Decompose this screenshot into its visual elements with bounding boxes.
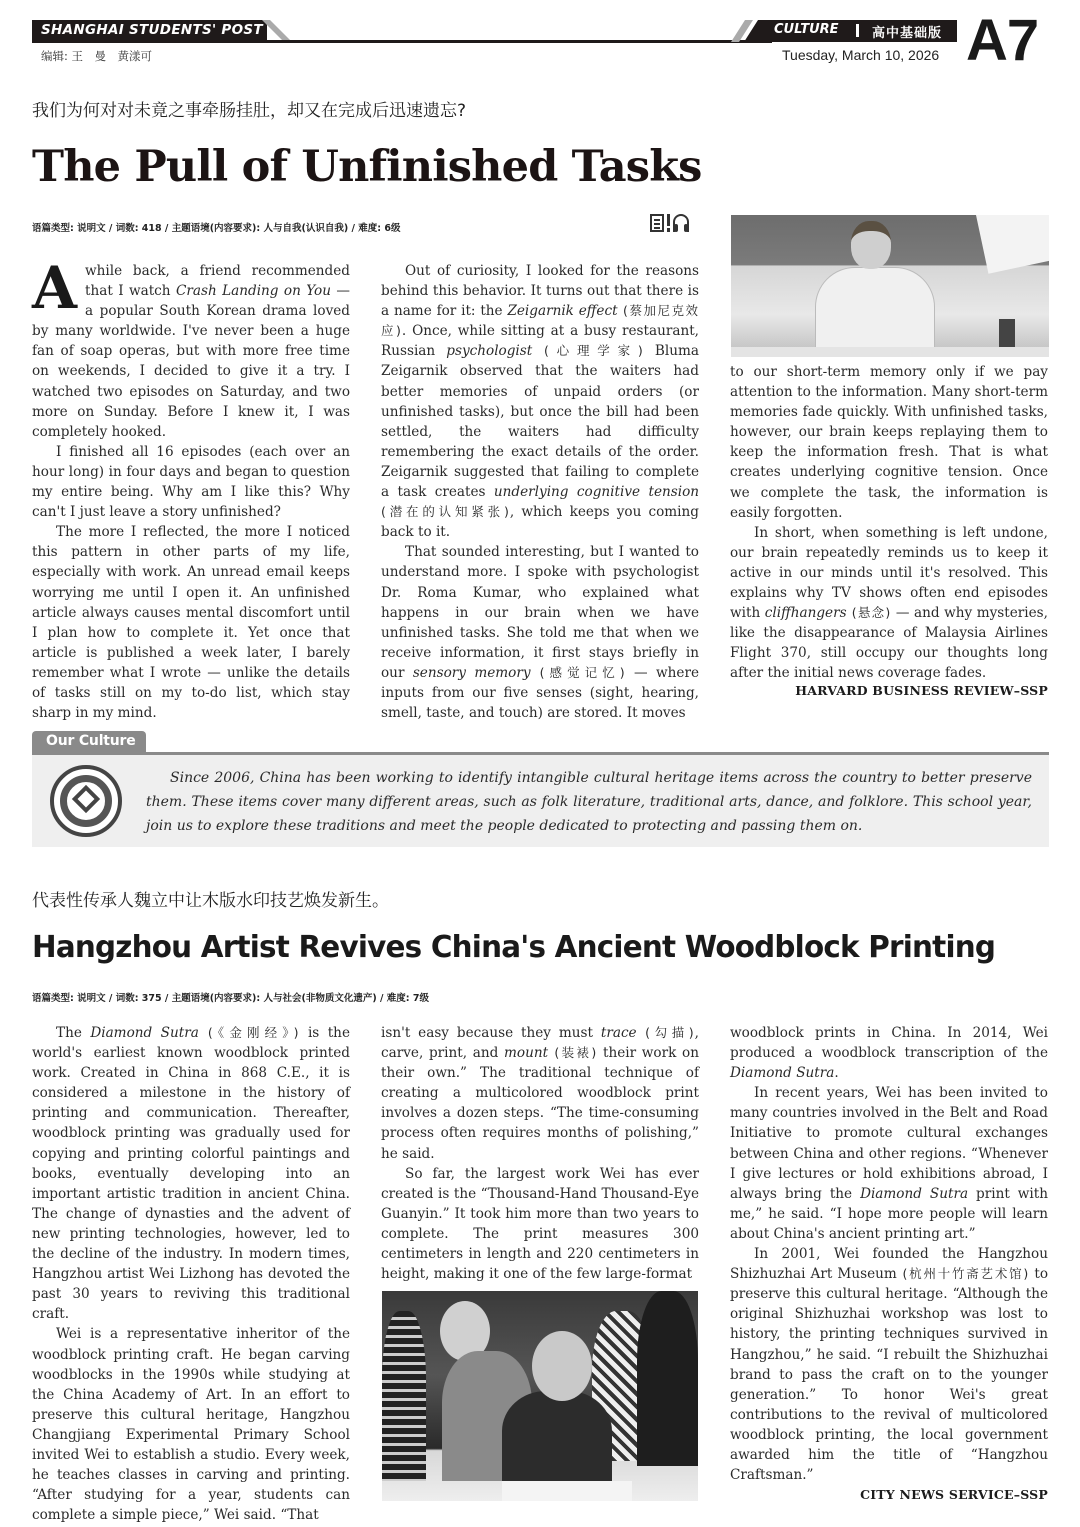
article2-paragraph: In recent years, Wei has been invited to many countries involved in the Belt and Road Initiative to promote cultural exchanges between China and other regions. “Whenever I give lectures or hold exhibitions abroad, I always bring the Diamond Sutra print with me,” he said. “I hope more people will learn about China's ancient printing art.” [730,1085,1048,1242]
article2-paragraph: Wei is a representative inheritor of the woodblock printing craft. He began carving woodblocks in the 1990s while studying at the China Academy of Art. In an effort to preserve this cultural heritage, Hangzhou Changjiang Experimental Primary School invited Wei to establish a studio. Every week, he teaches classes in carving and printing. “After studying for a year, students can complete a simple piece,” Wei said. “That [32,1326,350,1524]
photo-figure-head [851,221,891,269]
article2-paragraph: So far, the largest work Wei has ever created is the “Thousand-Hand Thousand-Eye Guanyin.” It took him more than two years to complete. The print measures 300 centimeters in length and 220 centimeters in height, making it one of the few large-format [381,1165,699,1283]
article1-paragraph: In short, when something is left undone, our brain repeatedly reminds us to keep it active in our minds until it's resolved. This explains why TV shows often end episodes with cliffhangers (悬念) — and why mysteries, like the disappearance of Malaysia Airlines Flight 370, still occupy our thoughts long after the initial news coverage fades. [730,524,1048,682]
article1-paragraph: A while back, a friend recommended that I watch Crash Landing on You — a popular South Korean drama loved by many worldwide. I've never been a huge fan of soap operas, but with more free time on weekends, I decided to give it a try. I watched two episodes on Saturday, and two more on Sunday. Before I knew it, I was completely hooked. [32,254,350,440]
drop-cap: A [32,254,78,322]
glossary-term: Zeigarnik effect [507,303,618,320]
section-separator [856,24,859,37]
article1-title: The Pull of Unfinished Tasks [32,142,702,192]
article2-column-3 [730,1023,1048,1485]
article2-paragraph: In 2001, Wei founded the Hangzhou Shizhuzhai Art Museum (杭州十竹斋艺术馆) to preserve this cultural heritage. “Although the original Shizhuzhai workshop was lost to history, the printing techniques survived in Hangzhou,” he said. “I rebuilt the Shizhuzhai brand to pass the craft on to the younger generation.” To honor Wei's great contributions to the revival of multicolored woodblock printing, the local government awarded him the title of “Hangzhou Craftsman.” [730,1246,1049,1484]
article1-photo [731,215,1049,357]
article2-paragraph: isn't easy because they must trace (勾描), carve, print, and mount (装裱) their work on their own.” The traditional technique of creating a multicolored woodblock print involves a dozen steps. “The time-consuming process often requires months of polishing,” he said. [381,1025,699,1162]
article1-paragraph: Out of curiosity, I looked for the reasons behind this behavior. It turns out that there is a name for it: the Zeigarnik effect (蔡加尼克效应). Once, while sitting at a busy restaurant, Russian psychologist (心理学家) Bluma Zeigarnik observed that the waiters had better memories of unpaid orders (or unfinished tasks), but once the bill had been settled, the waiters had difficulty remembering the exact details of the order. Zeigarnik suggested that failing to complete a task creates underlying cognitive tension (潜在的认知紧张), which keeps you coming back to it. [381,263,700,541]
article1-column-3 [730,362,1048,684]
article1-column-2 [381,261,699,723]
issue-date: Tuesday, March 10, 2026 [782,47,940,63]
article2-paragraph: The Diamond Sutra (《金刚经》) is the world's earliest known woodblock printed work. Created in China in 868 C.E., it is considered a milestone in the history of printing and communication. Thereafter, woodblock printing was gradually used for copying and printing colorful paintings and books, eventually developing into an important artistic tradition in ancient China. The change of dynasties and the advent of new printing technologies, however, led to the decline of the industry. In modern times, Hangzhou artist Wei Lizhong has devoted the past 30 years to reviving this traditional craft. [32,1025,350,1323]
article2-byline: CITY NEWS SERVICE–SSP [860,1487,1048,1502]
article1-paragraph: I finished all 16 episodes (each over an hour long) in four days and began to question my entire being. Why am I like this? Why can't I just leave a story unfinished? [32,443,350,521]
work-title: Diamond Sutra [90,1025,199,1041]
article1-chinese-subhead: 我们为何对对未竟之事牵肠挂肚，却又在完成后迅速遗忘? [32,101,467,121]
masthead [0,0,1080,75]
article2-title: Hangzhou Artist Revives China's Ancient Woodblock Printing [32,930,996,965]
glossary-term: mount [504,1045,549,1062]
glossary-term: cliffhangers [764,605,847,622]
page-number: A7 [966,8,1039,73]
article1-paragraph: That sounded interesting, but I wanted to understand more. I spoke with psychologist Dr. Roma Kumar, who explained what happens in our brain when we have unfinished tasks. She told me that when we receive information, it first stays briefly in our sensory memory (感觉记忆) — where inputs from our five senses (sight, hearing, smell, taste, and touch) are stored. It moves [381,544,700,722]
article1-paragraph: to our short-term memory only if we pay attention to the information. Many short-term memories fade quickly. With unfinished tasks, however, our brain keeps replaying them to keep the information fresh. That is what creates underlying cognitive tension. Once we complete the task, the information is easily forgotten. [730,364,1048,521]
article2-column-1 [32,1023,350,1525]
heritage-emblem-icon [50,765,122,837]
masthead-rule [32,40,772,43]
glossary-term: underlying cognitive tension [493,484,700,501]
glossary-term: trace [600,1025,637,1041]
article1-meta: 语篇类型: 说明文 / 词数: 418 / 主题语境(内容要求): 人与自我(认识自我) / 难度: 6级 [32,223,401,234]
article2-meta: 语篇类型: 说明文 / 词数: 375 / 主题语境(内容要求): 人与社会(非物质文化遗产) / 难度: 7级 [32,993,429,1004]
glossary-term: psychologist [446,343,533,360]
photo-figure-body [815,267,935,357]
article1-byline: HARVARD BUSINESS REVIEW–SSP [795,683,1048,698]
article2-chinese-subhead: 代表性传承人魏立中让木版水印技艺焕发新生。 [32,891,389,911]
article2-paragraph: woodblock prints in China. In 2014, Wei produced a woodblock transcription of the Diamond Sutra. [730,1025,1048,1082]
edition-label: 高中基础版 [872,26,943,41]
headphones-icon[interactable] [673,214,689,232]
article2-photo [382,1291,698,1501]
work-title: Diamond Sutra [730,1065,835,1082]
photo-drawing [976,215,1049,274]
article2-column-2 [381,1023,699,1284]
drama-title: Crash Landing on You [175,283,331,300]
photo-desk [731,347,1049,357]
reading-doc-icon[interactable] [650,214,664,232]
article1-column-1 [32,254,350,723]
glossary-term: sensory memory [412,664,531,681]
article1-paragraph: The more I reflected, the more I noticed this pattern in other parts of my life, especially with work. An unread email keeps worrying me until I open it. An unfinished article always causes mental discomfort until I plan how to complete it. Yet once that article is published a week later, I barely remember what I wrote — unlike the details of tasks still on my to-do list, which stay sharp in my mind. [32,524,350,722]
work-title: Diamond Sutra [860,1185,969,1202]
our-culture-label: Our Culture [46,733,136,749]
exclamation-icon [667,214,670,232]
paper-name: SHANGHAI STUDENTS' POST [41,22,263,38]
section-label: CULTURE [774,22,839,37]
editors-credit: 编辑: 王 曼 黄漾可 [41,49,153,63]
our-culture-intro: Since 2006, China has been working to identify intangible cultural heritage items across the country to better preserve them. These items cover many different areas, such as folk literature, traditional arts, dance, and folklore. This school year, join us to explore these traditions and meet the people dedicated to protecting and passing them on. [146,770,1032,834]
article1-media-icons[interactable] [650,214,689,232]
